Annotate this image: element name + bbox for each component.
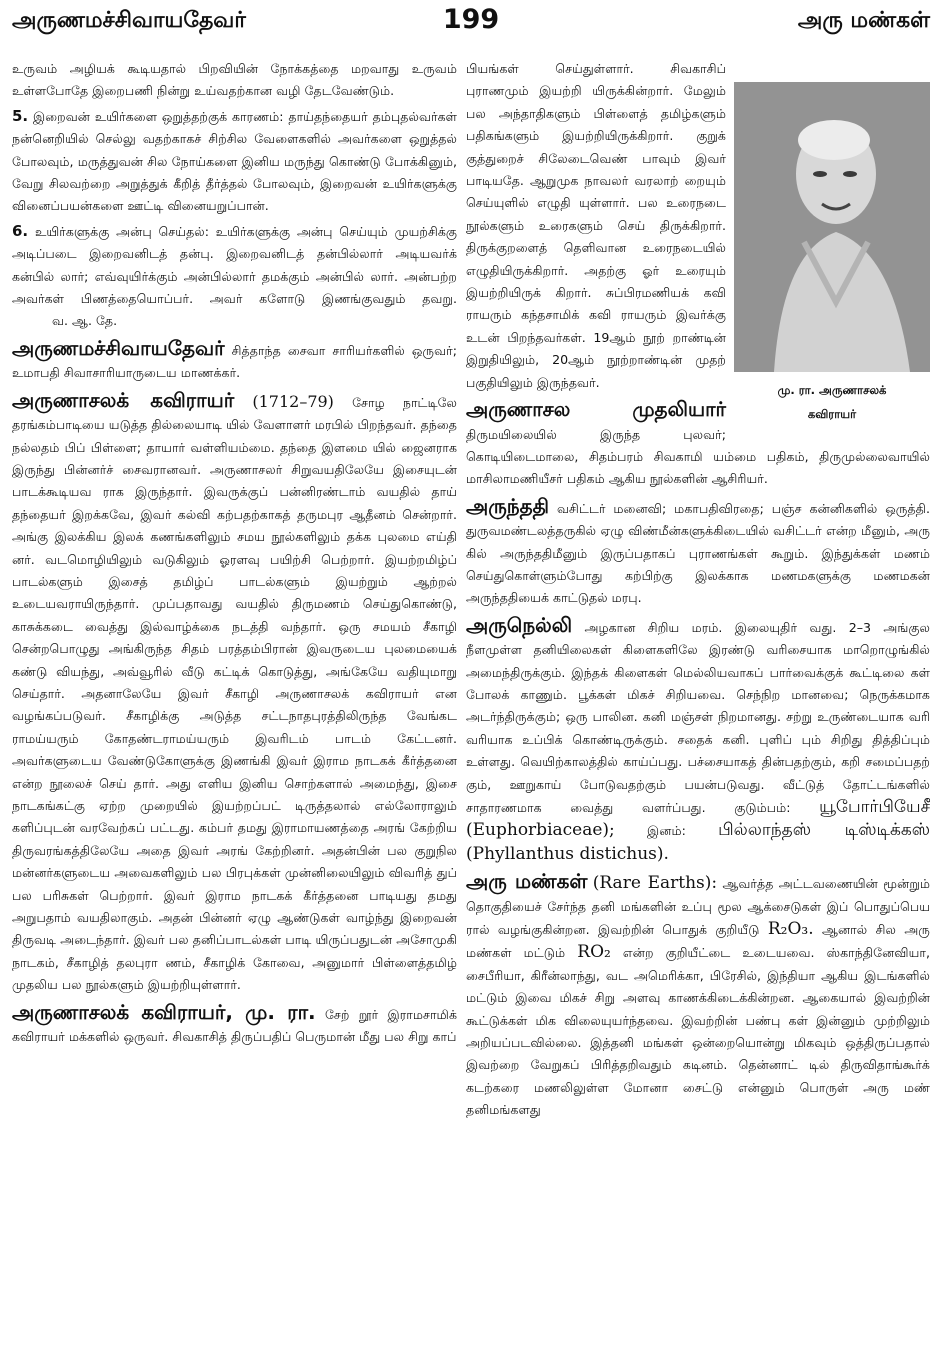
point-5-text: இறைவன் உயிர்களை ஒறுத்தற்குக் காரணம்: தாய்தந்தையர் தம்புதல்வர்கள் நன்னெறியில் செல்லு வதற்காகச் சிற்சில வேளைகளில் அவர்களை ஒறுத்தல் போலவும், மருத்துவன் சில நோய்களை இனிய மருந்து கொண்டு போக்கினும், வேறு சிலவற்றை அறுத்துக் கீறித் தீர்த்தல் போலவும், இறைவன் உயிர்களுக்கு வினைப்பயன்களை ஊட்டி வினையறுப்பான்.: [12, 108, 457, 214]
entry-headword: அருந்ததி: [466, 493, 550, 518]
running-head-left: அருணமச்சிவாயதேவர்: [12, 8, 246, 33]
formula-r2o3: R₂O₃.: [767, 919, 814, 940]
entry-continued: பியங்கள் செய்துள்ளார். சிவகாசிப் புராணமும் இயற்றி யிருக்கின்றார். மேலும் பல அந்தாதிகளும் பிள்ளைத் தமிழ்களும் பதிகங்களும் இயற்றியிருக்கிறார். குறுக் குத்துறைச் சிலேடைவெண் பாவும் இவர் பாடியதே. ஆறுமுக நாவலர் வரலாற் றையும் செய்யுளில் எழுதி யுள்ளார். பல உரைநடை நூல்களும் உரைகளும் செய் திருக்கிறார். திருக்குறளைத் தெளிவான உரைநடையில் எழுதியிருக்கிறார். அதற்கு ஓர் உரையும் இயற்றியிருக் கிறார். சுப்பிரமணியக் கவி ராயரும் கந்தசாமிக் கவி ராயரும் இவர்க்கு உடன் பிறந்தவர்கள். 19ஆம் நூற் றாண்டின் இறுதியிலும், 20ஆம் நூற்றாண்டின் முதற் பகுதியிலும் இருந்தவர்.: [466, 61, 726, 390]
author-signature: வ. ஆ. தே.: [52, 313, 118, 329]
point-5-number: 5.: [12, 106, 29, 125]
left-column: [12, 58, 457, 1339]
formula-ro2: RO₂: [577, 942, 611, 963]
entry-headword: அருநெல்லி: [466, 612, 573, 637]
entry-text: சோழ நாட்டிலே தரங்கம்பாடியை யடுத்த தில்லையாடி யில் வேளாளர் மரபில் பிறந்தவர். தந்தை நல்லதம் பிப் பிள்ளை; தாயார் வள்ளியம்மை. தந்தை இளமை யில் ஜைனராக இருந்து பின்னர்ச் சைவரானவர். அருணாசலர் சிறுவயதிலேயே இசையுடன் பாடக்கூடியவ ராக இருந்தார். இவருக்குப் பன்னிரண்டாம் வயதில் தாய் தந்தையர் இறக்கவே, இவர் கல்வி கற்பதற்காகத் தருமபுர ஆதீனம் சென்றார். அங்கு இலக்கிய இலக் கணங்களிலும் சமய நூல்களிலும் தக்க புலமை எய்தி னர். வடமொழியிலும் வடுகிலும் ஓரளவு பயிற்சி பெற்றார். இயற்றமிழ்ப் பாடல்களும் இசைத் தமிழ்ப் பாடல்களும் இயற்றும் ஆற்றல் உடையவராயிருந்தார். முப்பதாவது வயதில் திருமணம் செய்துகொண்டு, காசுக்கடை வைத்து இல்வாழ்க்கை நடத்தி வந்தார். ஒரு சமயம் சீகாழி சென்றபொழுது அங்கிருந்த சிதம் பரத்தம்பிரான் இவருடைய புலமையைக் கண்டு வியந்து, அவ்வூரில் வீடு கட்டிக் கொடுத்து, அங்கேயே வதியுமாறு செய்தார். அதனாலேயே இவர் சீகாழி அருணாசலக் கவிராயர் என வழங்கப்படுவர். சீகாழிக்கு அடுத்த சட்டநாதபுரத்திலிருந்த வேங்கட ராமய்யரும் கோதண்டராமய்யரும் இவரிடம் பாடம் கேட்டனர். அவர்களுடைய வேண்டுகோளுக்கு இணங்கி இவர் இராம நாடகக் கீர்த்தனை என்ற நூலைச் செய் தார். அது எளிய இனிய சொற்களால் அமைந்து, இசை நாடகங்கட்கு ஏற்ற முறையில் இயற்றப்பட் டிருத்தலால் எல்லோராலும் களிப்புடன் வரவேற்கப் பட்டது. கம்பர் தமது இராமாயணத்தை அரங் கேற்றிய திருவரங்கத்திலேயே அதை இவர் அரங் கேற்றினர். அதன்பின் பல குறுநில மன்னர்களுடைய அவைகளிலும் பல பிரபுக்கள் முன்னிலையிலும் விவரித் துப் பல பரிசுகள் பெற்றார். இவர் இராம நாடகக் கீர்த்தனை பாடியது தமது அறுபதாம் வயதிலாகும். அதன் பின்னர் ஏழு ஆண்டுகள் வாழ்ந்து இறைவன் திருவடி அடைந்தார். இவர் பல தனிப்பாடல்கள் பாடி யிருப்பதுடன் அசோமுகி நாடகம், சீகாழித் தலபுரா ணம், சீகாழிக் கோவை, அனுமார் பிள்ளைத்தமிழ் முதலிய பல நூல்களும் இயற்றியுள்ளார்.: [12, 394, 457, 993]
portrait-caption: [734, 378, 930, 426]
point-6-text: உயிர்களுக்கு அன்பு செய்தல்: உயிர்களுக்கு அன்பு செய்யும் முயற்சிக்கு அடிப்படை இறைவனிடத் தன்பு. இறைவனிடத் தன்பில்லார் அடியவர்க் கன்பில் லார்; எவ்வுயிர்க்கும் அன்பில்லார் தமக்கும் அன்பில் லார். அன்பற்ற அவர்கள் பிணத்தையொப்பர். அவர் களோடு இணங்குவதும் தவறு.: [12, 223, 457, 307]
portrait-photo: [734, 82, 930, 372]
entry-arunelli: [466, 612, 930, 866]
entry-text: திருமயிலையில் இருந்த புலவர்; கொடியிடைமாலை, சிதம்பரம் சிவகாமி யம்மை பதிகம், திருமுல்லைவாயில் மாசிலாமணியீசர் பதிகம் ஆகிய நூல்களின் ஆசிரியர்.: [466, 426, 930, 487]
entry-text: சித்தாந்த சைவா சாரியர்களில் ஒருவர்; உமாபதி சிவாசாரியாருடைய மாணக்கர்.: [12, 342, 457, 381]
entry-mu-ra-arunachala-kavirayar: [12, 999, 457, 1049]
entry-text: ஆவர்த்த அட்டவணையின் மூன்றும் தொகுதியைச் சேர்ந்த தனி மங்களின் உப்பு மூல ஆக்சைடுகள் இப் பொதுப்பெய ரால் வழங்குகின்றன. இவற்றின் பொதுக் குறியீடு: [466, 876, 930, 938]
point-5: [12, 105, 457, 218]
family-name: யூபோர்பியேசீ (Euphorbiaceae);: [466, 797, 930, 841]
entry-arunamachivayadevar: [12, 335, 457, 385]
paragraph-continued: உருவம் அழியக் கூடியதால் பிறவியின் நோக்கத்தை மறவாது உருவம் உள்ளபோதே இறைபணி நின்று உய்வதற்கான வழி தேடவேண்டும்.: [12, 61, 457, 99]
entry-text-2: ஆனால் சில அரு மண்கள் மட்டும்: [466, 922, 930, 961]
entry-headword: அருணமச்சிவாயதேவர்: [12, 335, 225, 360]
entry-text: அழகான சிறிய மரம். இலையுதிர் வது. 2–3 அங்குல நீளமுள்ள தனியிலைகள் கிளைகளிலே இரண்டு வரிசையாக மாறொழுங்கில் அமைந்திருக்கும். இந்தக் கிளைகள் மெல்லியவாகப் பார்வைக்குக் கூட்டிலை கள் போலக் காணும். பூக்கள் மிகச் சிறியவை. செந்நிற மானவை; நெருக்கமாக அடர்ந்திருக்கும்; ஒரு பாலின. கனி மஞ்சள் நிறமானது. சற்று உருண்டையாக வரி வரியாக உப்பிக் கொண்டிருக்கும். சதைக் கனி. புளிப் பும் சிறிது தித்திப்பும் உள்ளது. வெயிற்காலத்தில் காய்ப்பது. பச்சையாகத் தின்பதற்கும், கறி சமைப்பதற் கும், ஊறுகாய் போடுவதற்கும் பயன்படுவது. வீட்டுத் தோட்டங்களில் சாதாரணமாக வைத்து வளர்ப்பது. குடும்பம்:: [466, 619, 930, 815]
portrait-caption-line-1: மு. ரா. அருணாசலக்: [777, 383, 887, 397]
genus-name: பில்லாந்தஸ் டிஸ்டிக்கஸ் (Phyllanthus distichus).: [466, 820, 930, 864]
genus-label: இனம்:: [647, 823, 686, 839]
entry-arundhati: [466, 493, 930, 610]
entry-headword: அரு மண்கள்: [466, 869, 588, 894]
portrait-caption-line-2: கவிராயர்: [807, 407, 857, 421]
entry-text: சேற் றூர் இராமசாமிக் கவிராயர் மக்களில் ஒருவர். சிவகாசித் திருப்பதிப் பெருமான் மீது பல சிறு காப்: [12, 1006, 457, 1045]
right-column: [466, 58, 930, 1339]
entry-headword: அருணாசலக் கவிராயர்: [12, 387, 235, 412]
entry-arunachala-kavirayar: [12, 387, 457, 997]
entry-headword: அருணாசலக் கவிராயர், மு. ரா.: [12, 999, 316, 1024]
page-number: 199: [442, 4, 500, 35]
page-header: [12, 4, 930, 44]
entry-headword: அருணாசல முதலியார்: [466, 397, 726, 422]
portrait-figure: [734, 82, 930, 427]
entry-text-3: என்ற குறியீட்டை உடையவை. ஸ்காந்தினேவியா, சைபீரியா, கிரீன்லாந்து, வட அமெரிக்கா, பிரேசில், இந்தியா ஆகிய இடங்களில் மட்டும் இவை மிகச் சிறு அளவு காணக்கிடைக்கின்றன. ஆகையால் இவற்றின் கூட்டுக்கள் மிக விலையுயர்ந்தவை. இவற்றின் பண்பு கள் இன்னும் முற்றிலும் அறியப்படவில்லை. இத்தனி மங்கள் ஒன்றையொன்று மிகவும் ஒத்திருப்பதால் இவற்றை வேறுகப் பிரித்தறிவதும் கடினம். தென்னாட் டில் திருவிதாங்கூர்க் கடற்கரை மணலிலுள்ள மோனா சைட்டு என்னும் பொருள் அரு மண் தனிமங்களது: [466, 945, 930, 1118]
entry-text: வசிட்டர் மனைவி; மகாபதிவிரதை; பஞ்ச கன்னிகளில் ஒருத்தி. துருவமண்டலத்தருகில் ஏழு விண்மீன்களுக்கிடையில் வசிட்டர் என்ற மீனும், அரு கில் அருந்ததிமீனும் இருப்பதாகப் புராணங்கள் கூறும். இந்துக்கள் மணம் செய்துகொள்ளும்போது கற்பிற்கு இலக்காக மணமகளுக்கு மணமகன் அருந்ததியைக் காட்டுதல் மரபு.: [466, 500, 930, 606]
running-head-right: அரு மண்கள்: [797, 8, 930, 33]
point-6: [12, 220, 457, 333]
entry-rare-earths: [466, 868, 930, 1121]
point-6-number: 6.: [12, 221, 29, 240]
entry-headword-english: (Rare Earths):: [592, 873, 718, 894]
entry-years: (1712–79): [252, 391, 334, 411]
